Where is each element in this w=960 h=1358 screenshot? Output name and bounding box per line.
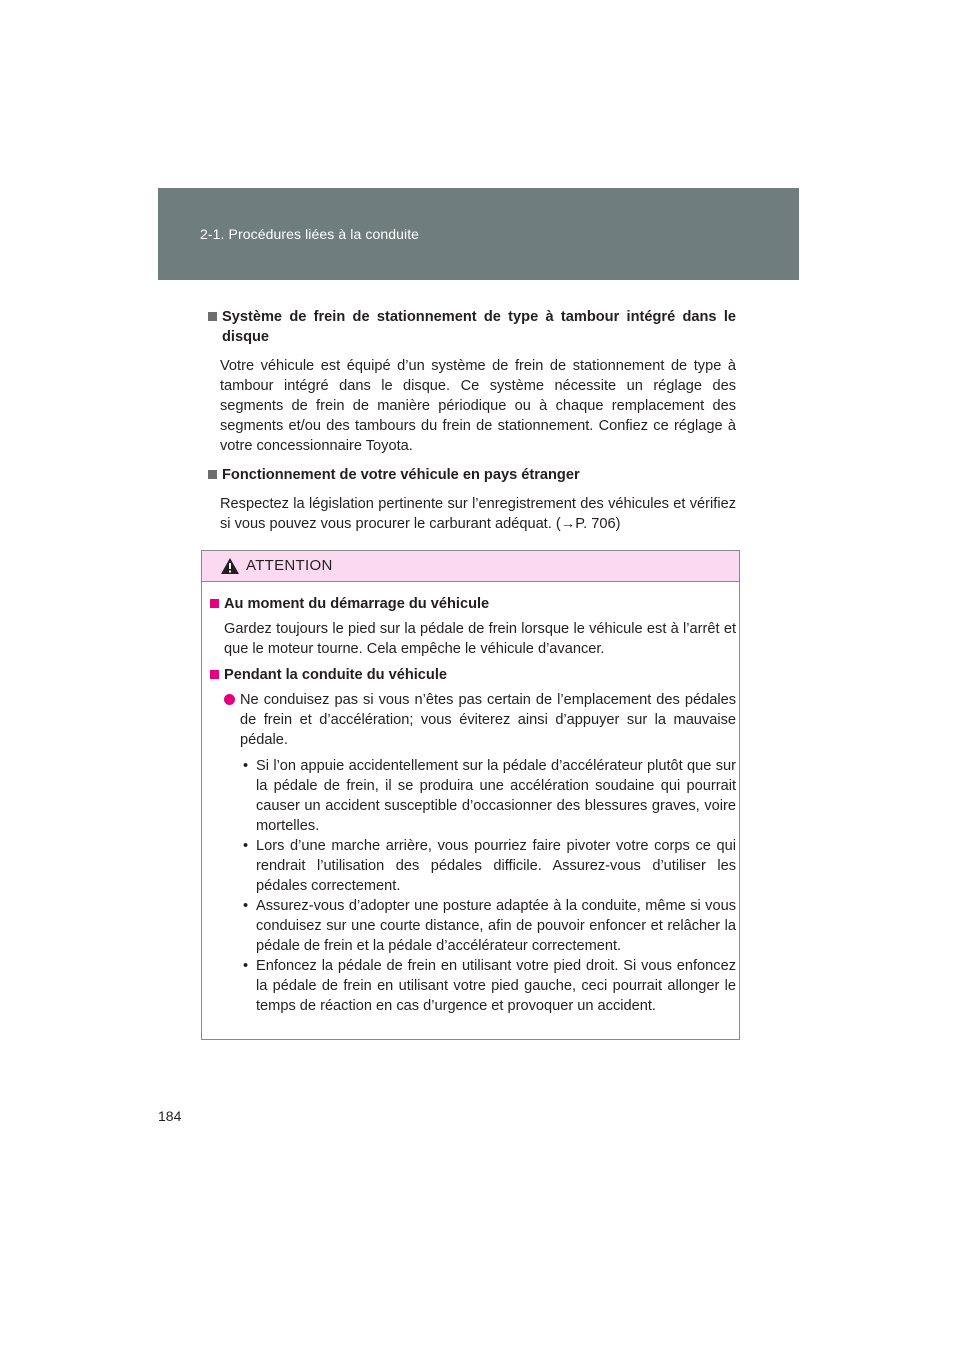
section-heading-parking-brake: Système de frein de stationnement de type à tambour intégré dans le disque: [208, 307, 736, 347]
square-bullet-icon: [208, 470, 217, 479]
attention-heading-start: Au moment du démarrage du véhicule: [210, 594, 736, 614]
bullet-dot-icon: •: [243, 958, 249, 974]
attention-title: ATTENTION: [246, 557, 333, 574]
section-text-parking-brake: Votre véhicule est équipé d’un système de frein de stationnement de type à tambour intégré dans le disque. Ce système nécessite un réglage des segments de frein de manière périodique ou à chaque remplacement des segments et/ou des tambours du frein de stationnement. Confiez ce réglage à votre concessionnaire Toyota.: [220, 358, 736, 454]
main-content: [208, 307, 736, 543]
attention-bullet: • Assurez-vous d’adopter une posture adaptée à la conduite, même si vous conduisez sur une courte distance, afin de pouvoir enfoncer et relâcher la pédale de frein et la pédale d’accélérateur correctement.: [243, 898, 736, 954]
chapter-header: [158, 188, 799, 280]
attention-bullet: • Enfoncez la pédale de frein en utilisant votre pied droit. Si vous enfoncez la pédale de frein en utilisant votre pied gauche, ceci pourrait allonger le temps de réaction en cas d’urgence et provoquer un accident.: [243, 958, 736, 1014]
attention-body: [210, 594, 736, 1016]
page-number: 184: [158, 1108, 182, 1124]
attention-heading-driving: Pendant la conduite du véhicule: [210, 665, 736, 685]
attention-text-start: Gardez toujours le pied sur la pédale de frein lorsque le véhicule est à l’arrêt et que le moteur tourne. Cela empêche le véhicule d’avancer.: [224, 621, 736, 657]
square-bullet-icon: [210, 599, 219, 608]
square-bullet-icon: [210, 670, 219, 679]
circle-bullet-icon: [224, 694, 235, 705]
section-heading-foreign-country: Fonctionnement de votre véhicule en pays étranger: [208, 465, 736, 485]
attention-bullet: • Lors d’une marche arrière, vous pourriez faire pivoter votre corps ce qui rendrait l’utilisation des pédales difficile. Assurez-vous d’utiliser les pédales correctement.: [243, 838, 736, 894]
attention-box: [201, 550, 740, 1040]
warning-triangle-icon: [220, 557, 240, 575]
bullet-dot-icon: •: [243, 758, 249, 774]
attention-point: Ne conduisez pas si vous n’êtes pas certain de l’emplacement des pédales de frein et d’accélération; vous éviterez ainsi d’appuyer sur la mauvaise pédale.: [210, 690, 736, 750]
chapter-title: 2-1. Procédures liées à la conduite: [200, 226, 420, 242]
attention-header: [202, 551, 739, 582]
bullet-dot-icon: •: [243, 838, 249, 854]
attention-bullet: • Si l’on appuie accidentellement sur la pédale d’accélérateur plutôt que sur la pédale de frein, il se produira une accélération soudaine qui pourrait causer un accident susceptible d’occasionner des blessures graves, voire mortelles.: [243, 758, 736, 834]
square-bullet-icon: [208, 312, 217, 321]
bullet-dot-icon: •: [243, 898, 249, 914]
section-text-foreign-country: Respectez la législation pertinente sur l’enregistrement des véhicules et vérifiez si vous pouvez vous procurer le carburant adéquat. (→P. 706): [220, 496, 736, 532]
